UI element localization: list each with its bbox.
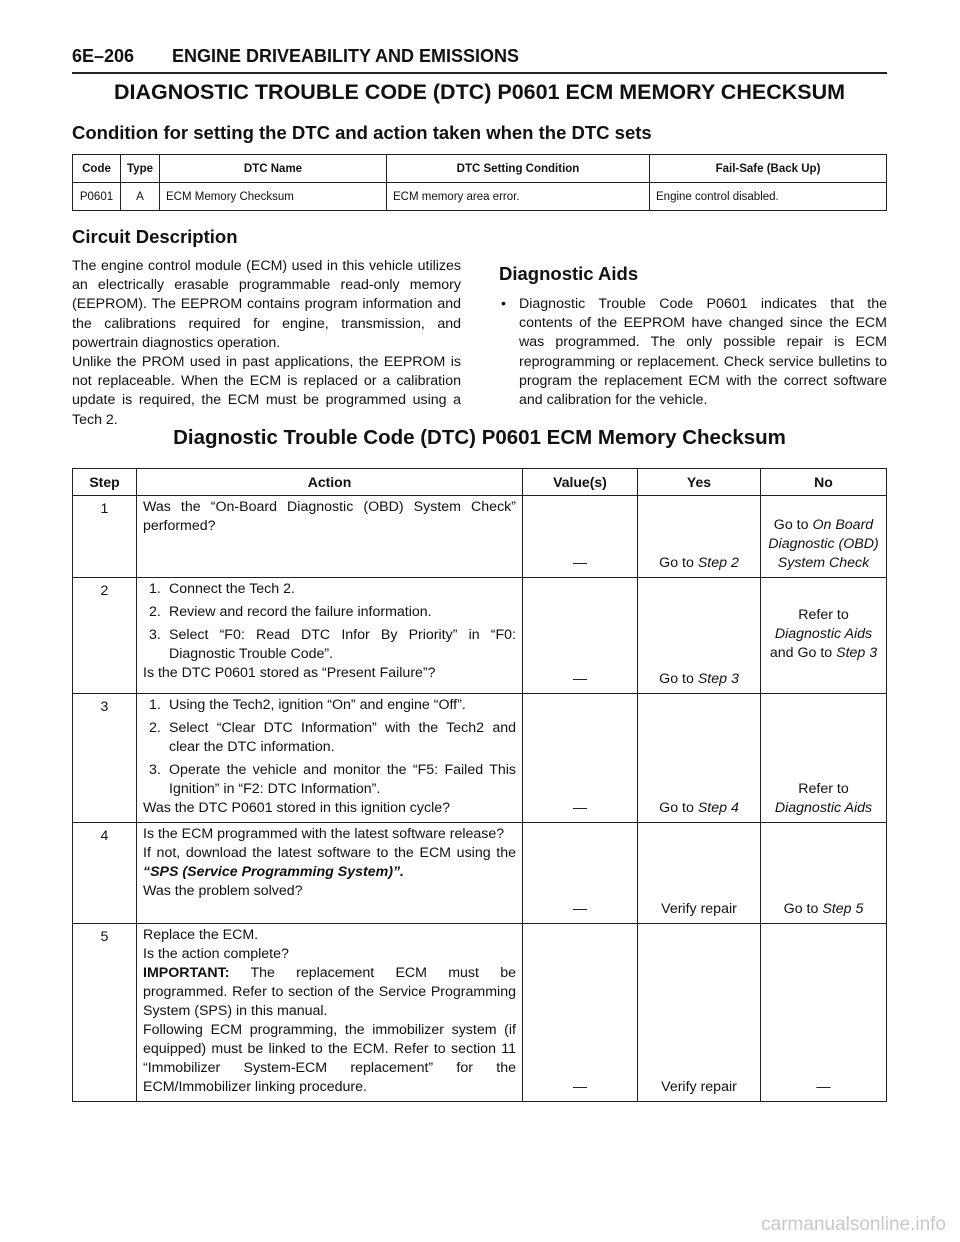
col-fail-safe: Fail-Safe (Back Up) bbox=[650, 155, 887, 183]
table-row bbox=[73, 924, 887, 1102]
step-no bbox=[761, 694, 887, 823]
step-number: 1 bbox=[73, 496, 137, 578]
table-row bbox=[73, 823, 887, 924]
action-item bbox=[143, 761, 516, 799]
item-number: 2. bbox=[149, 720, 161, 736]
col-dtc-name: DTC Name bbox=[160, 155, 387, 183]
step-link[interactable]: Step 4 bbox=[697, 800, 739, 816]
step-yes: Verify repair bbox=[638, 924, 761, 1102]
circuit-para-2: Unlike the PROM used in past applications, the EEPROM is not replaceable. When the ECM is replaced or a calibration update is required, the ECM must be programmed using a Tech 2. bbox=[72, 354, 461, 428]
important-note bbox=[143, 964, 516, 1021]
condition-table-header bbox=[73, 155, 887, 183]
item-number: 3. bbox=[149, 627, 161, 643]
obd-check-link[interactable]: On Board Diagnostic (OBD) System Check bbox=[768, 517, 879, 571]
cell-fail-safe: Engine control disabled. bbox=[650, 183, 887, 211]
go-to-text: Go to bbox=[659, 671, 694, 687]
cell-code: P0601 bbox=[73, 183, 121, 211]
step-value: — bbox=[523, 823, 638, 924]
condition-table bbox=[72, 154, 887, 211]
action-question: Was the DTC P0601 stored in this ignition cycle? bbox=[143, 800, 451, 816]
cell-setting-condition: ECM memory area error. bbox=[387, 183, 650, 211]
step-link[interactable]: Step 3 bbox=[836, 645, 878, 661]
important-label: IMPORTANT: bbox=[143, 965, 230, 981]
page-number: 6E–206 bbox=[72, 46, 135, 66]
page-header bbox=[72, 44, 887, 74]
go-to-text: Go to bbox=[773, 517, 809, 533]
condition-heading: Condition for setting the DTC and action taken when the DTC sets bbox=[72, 122, 652, 143]
step-number: 3 bbox=[73, 694, 137, 823]
refer-to-text: Refer to bbox=[798, 781, 849, 797]
item-number: 3. bbox=[149, 762, 161, 778]
col-step: Step bbox=[73, 469, 137, 496]
step-no: — bbox=[761, 924, 887, 1102]
action-item bbox=[143, 719, 516, 757]
step-yes bbox=[638, 496, 761, 578]
cell-dtc-name: ECM Memory Checksum bbox=[160, 183, 387, 211]
diagnostic-aids-section bbox=[499, 263, 887, 410]
item-text: Connect the Tech 2. bbox=[169, 581, 295, 597]
action-question: Is the action complete? bbox=[143, 946, 289, 962]
diagnostic-aids-bullet bbox=[499, 295, 887, 410]
action-question: Was the problem solved? bbox=[143, 883, 303, 899]
circuit-para-1: The engine control module (ECM) used in this vehicle utilizes an electrically erasable programmable read-only memory (EEPROM). The EEPROM contains program information and the calibrations required for engine, transmission, and powertrain diagnostics operation. bbox=[72, 258, 461, 351]
step-no bbox=[761, 823, 887, 924]
step-yes bbox=[638, 694, 761, 823]
go-to-text: Go to bbox=[659, 800, 694, 816]
sps-reference: “SPS (Service Programming System)”. bbox=[143, 864, 404, 880]
col-code: Code bbox=[73, 155, 121, 183]
action-question: Is the DTC P0601 stored as “Present Failure”? bbox=[143, 665, 436, 681]
diagnostic-aids-link[interactable]: Diagnostic Aids bbox=[774, 800, 873, 816]
item-text: Using the Tech2, ignition “On” and engine “Off”. bbox=[169, 697, 466, 713]
circuit-description-section bbox=[72, 226, 461, 430]
watermark: carmanualsonline.info bbox=[761, 1214, 946, 1235]
col-no: No bbox=[761, 469, 887, 496]
action-line: Is the ECM programmed with the latest software release? bbox=[143, 826, 505, 842]
action-line bbox=[143, 844, 516, 882]
step-link[interactable]: Step 2 bbox=[697, 555, 739, 571]
item-text: Select “Clear DTC Information” with the Tech2 and clear the DTC information. bbox=[169, 720, 516, 755]
step-action bbox=[137, 924, 523, 1102]
step-number: 4 bbox=[73, 823, 137, 924]
table-row bbox=[73, 578, 887, 694]
action-item bbox=[143, 696, 516, 715]
bullet-icon: • bbox=[501, 296, 506, 312]
col-values: Value(s) bbox=[523, 469, 638, 496]
item-number: 1. bbox=[149, 697, 161, 713]
circuit-heading: Circuit Description bbox=[72, 226, 238, 247]
step-action bbox=[137, 694, 523, 823]
item-text: Operate the vehicle and monitor the “F5: Failed This Ignition” in “F2: DTC Information”. bbox=[169, 762, 516, 797]
diagnostic-table-header bbox=[73, 469, 887, 496]
step-yes bbox=[638, 578, 761, 694]
col-type: Type bbox=[121, 155, 160, 183]
bullet-text: Diagnostic Trouble Code P0601 indicates that the contents of the EEPROM have changed since the ECM was programmed. The only possible repair is ECM reprogramming or replacement. Check service bulletins to program the replacement ECM with the correct software and calibration for the vehicle. bbox=[519, 296, 887, 409]
step-link[interactable]: Step 3 bbox=[697, 671, 739, 687]
col-setting-condition: DTC Setting Condition bbox=[387, 155, 650, 183]
diagnostic-aids-link[interactable]: Diagnostic Aids bbox=[774, 626, 873, 642]
action-item bbox=[143, 603, 516, 622]
step-number: 2 bbox=[73, 578, 137, 694]
and-go-to-text: and Go to bbox=[769, 645, 833, 661]
table-row bbox=[73, 496, 887, 578]
step-value: — bbox=[523, 496, 638, 578]
page-title: DIAGNOSTIC TROUBLE CODE (DTC) P0601 ECM MEMORY CHECKSUM bbox=[113, 80, 846, 104]
diagnostic-aids-heading: Diagnostic Aids bbox=[499, 263, 639, 284]
go-to-text: Go to bbox=[783, 901, 819, 917]
step-value: — bbox=[523, 924, 638, 1102]
refer-to-text: Refer to bbox=[798, 607, 849, 623]
step-yes: Verify repair bbox=[638, 823, 761, 924]
col-yes: Yes bbox=[638, 469, 761, 496]
action-item bbox=[143, 580, 516, 599]
action-text: If not, download the latest software to the ECM using the bbox=[143, 845, 516, 861]
item-number: 1. bbox=[149, 581, 161, 597]
important-text: The replacement ECM must be programmed. Refer to section of the Service Programming System (SPS) in this manual. bbox=[143, 965, 517, 1019]
step-action: Was the “On-Board Diagnostic (OBD) System Check” performed? bbox=[137, 496, 523, 578]
step-action bbox=[137, 578, 523, 694]
item-text: Select “F0: Read DTC Infor By Priority” in “F0: Diagnostic Trouble Code”. bbox=[169, 627, 516, 662]
step-action bbox=[137, 823, 523, 924]
go-to-text: Go to bbox=[659, 555, 694, 571]
step-no bbox=[761, 496, 887, 578]
action-line: Following ECM programming, the immobilizer system (if equipped) must be linked to the ECM. Refer to section 11 “Immobilizer System-ECM replacement” for the ECM/Immobilizer linking procedure. bbox=[143, 1022, 516, 1095]
step-no bbox=[761, 578, 887, 694]
item-text: Review and record the failure information. bbox=[169, 604, 432, 620]
diagnostic-table bbox=[72, 468, 887, 1102]
step-value: — bbox=[523, 578, 638, 694]
diagnostic-table-title: Diagnostic Trouble Code (DTC) P0601 ECM Memory Checksum bbox=[173, 426, 786, 449]
table-row bbox=[73, 183, 887, 211]
action-line: Replace the ECM. bbox=[143, 927, 259, 943]
action-item bbox=[143, 626, 516, 664]
step-link[interactable]: Step 5 bbox=[822, 901, 864, 917]
step-number: 5 bbox=[73, 924, 137, 1102]
cell-type: A bbox=[121, 183, 160, 211]
col-action: Action bbox=[137, 469, 523, 496]
section-title: ENGINE DRIVEABILITY AND EMISSIONS bbox=[172, 46, 520, 66]
item-number: 2. bbox=[149, 604, 161, 620]
table-row bbox=[73, 694, 887, 823]
step-value: — bbox=[523, 694, 638, 823]
